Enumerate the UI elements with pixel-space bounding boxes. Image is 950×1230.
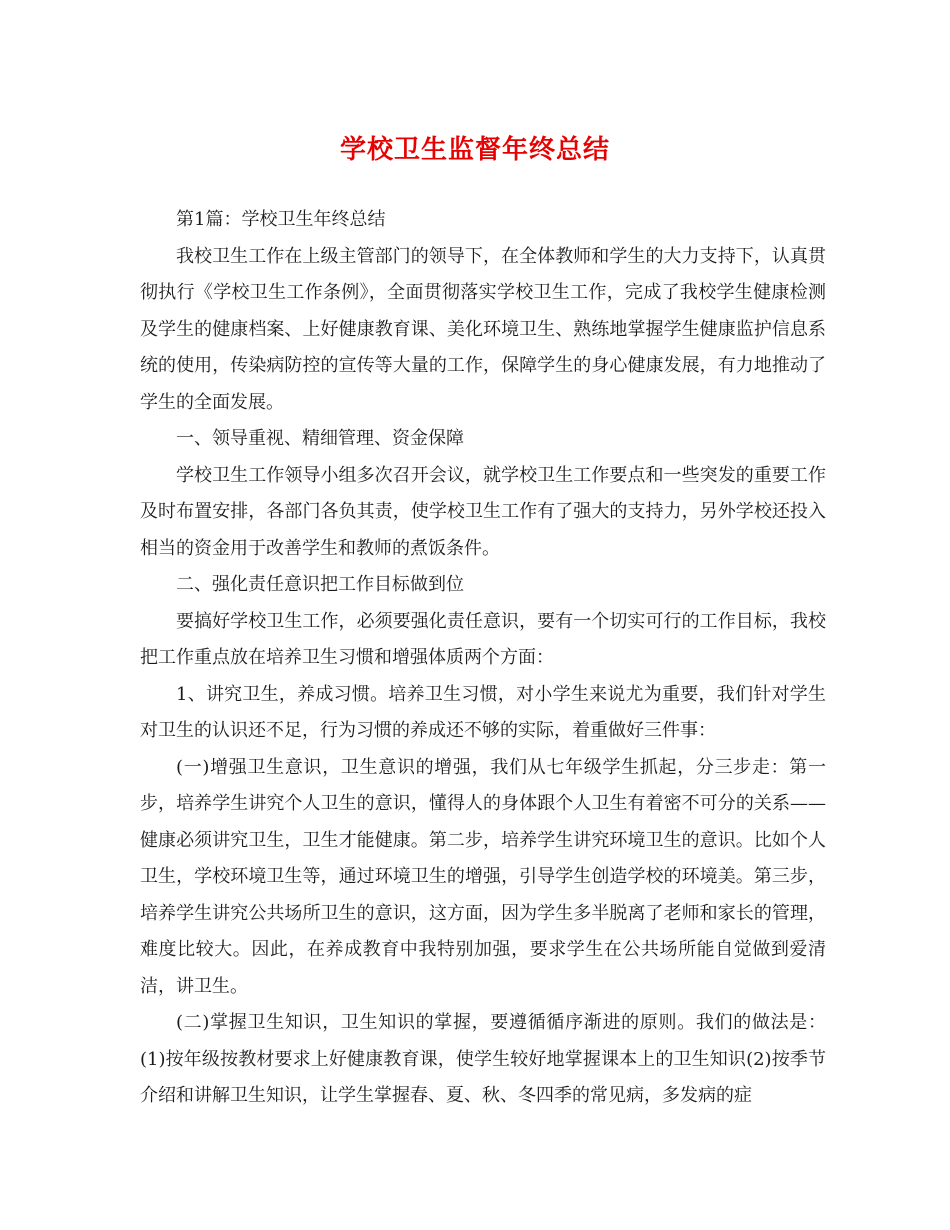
paragraph: 要搞好学校卫生工作，必须要强化责任意识，要有一个切实可行的工作目标，我校把工作重点放在培养卫生习惯和增强体质两个方面： [140,610,826,668]
section-heading: 二、强化责任意识把工作目标做到位 [176,574,464,595]
section-heading: 一、领导重视、精细管理、资金保障 [176,428,464,449]
document-title: 学校卫生监督年终总结 [339,135,610,165]
paragraph: (一)增强卫生意识，卫生意识的增强，我们从七年级学生抓起，分三步走：第一步，培养学生讲究个人卫生的意识，懂得人的身体跟个人卫生有着密不可分的关系——健康必须讲究卫生，卫生才能健康。第二步，培养学生讲究环境卫生的意识。比如个人卫生，学校环境卫生等，通过环境卫生的增强，引导学生创造学校的环境美。第三步，培养学生讲究公共场所卫生的意识，这方面，因为学生多半脱离了老师和家长的管理，难度比较大。因此，在养成教育中我特别加强，要求学生在公共场所能自觉做到爱清洁，讲卫生。 [140,756,826,997]
paragraph-heading: 第1篇：学校卫生年终总结 [176,209,386,230]
paragraph: (二)掌握卫生知识，卫生知识的掌握，要遵循循序渐进的原则。我们的做法是：(1)按年级按教材要求上好健康教育课，使学生较好地掌握课本上的卫生知识(2)按季节介绍和讲解卫生知识，让学生掌握春、夏、秋、冬四季的常见病，多发病的症 [140,1012,826,1106]
paragraph: 学校卫生工作领导小组多次召开会议，就学校卫生工作要点和一些突发的重要工作及时布置安排，各部门各负其责，使学校卫生工作有了强大的支持力，另外学校还投入相当的资金用于改善学生和教师的煮饭条件。 [140,464,826,559]
document-body [140,202,826,1115]
paragraph: 1、讲究卫生，养成习惯。培养卫生习惯，对小学生来说尤为重要，我们针对学生对卫生的认识还不足，行为习惯的养成还不够的实际，着重做好三件事： [140,683,826,741]
paragraph: 我校卫生工作在上级主管部门的领导下，在全体教师和学生的大力支持下，认真贯彻执行《学校卫生工作条例》，全面贯彻落实学校卫生工作，完成了我校学生健康检测及学生的健康档案、上好健康教育课、美化环境卫生、熟练地掌握学生健康监护信息系统的使用，传染病防控的宣传等大量的工作，保障学生的身心健康发展，有力地推动了学生的全面发展。 [140,245,826,413]
